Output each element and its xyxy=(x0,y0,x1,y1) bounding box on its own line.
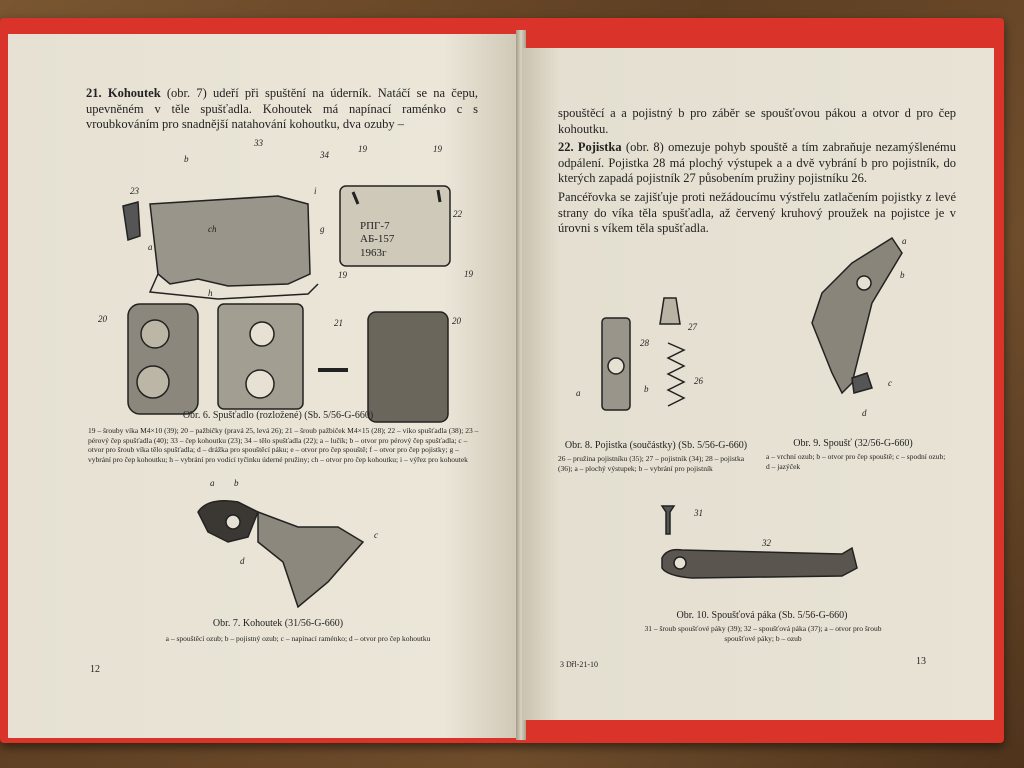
fig7-label-d: d xyxy=(240,556,245,566)
figure-8-safety-drawing xyxy=(552,288,732,428)
stamp-rpg7: РПГ-7 xyxy=(360,220,390,232)
fig9-label-d: d xyxy=(862,408,867,418)
figure-8-legend: 26 – pružina pojistníku (35); 27 – pojistník (34); 28 – pojistka (36); a – plochý výstupek; b – vybrání pro pojistník xyxy=(558,454,745,473)
paragraph-text: (obr. 8) omezuje pohyb spouště a tím zabraňuje nezamýšlenému odpálení. Pojistka 28 má plochý výstupek a a dvě vybrání b pro pojistník, do kterých zapadá pojistník 27 působením pružiny pojistníku 26. xyxy=(558,140,957,185)
label-21: 21 xyxy=(334,318,343,328)
fig8-label-27: 27 xyxy=(688,322,697,332)
stamp-year: 1963г xyxy=(360,247,387,259)
figure-7-hammer-drawing xyxy=(188,482,408,622)
fig9-label-b: b xyxy=(900,270,905,280)
fig9-label-c: c xyxy=(888,378,892,388)
figure-6-caption: Obr. 6. Spušťadlo (rozložené) (Sb. 5/56-G-660) xyxy=(182,410,374,421)
fig10-label-32: 32 xyxy=(762,538,771,548)
stamp-ab157: АБ-157 xyxy=(360,233,395,245)
figure-6-legend: 19 – šrouby víka M4×10 (39); 20 – pažbičky (pravá 25, levá 26); 21 – šroub pažbiček M4×15 (28); 22 – víko spušťadla (38); 23 – pérový čep spušťadla (40); 33 – čep kohoutku (23); 34 – tělo spušťadla (22); a – lučík; b – otvor pro pérový čep spušťadla; c – otvor pro šroub víka tělo spušťadla; d – drážka pro spouštěcí páku; e – otvor pro čep spouště; f – otvor pro čep pojistky; g – vybrání pro čep kohoutku; h – vybrání pro vodicí tyčinku úderné pružiny; ch – otvor pro čep kohoutku; i – výřez pro kohoutek xyxy=(88,426,479,464)
figure-10-legend: 31 – šroub spoušťové páky (39); 32 – spoušťová páka (37); a – otvor pro šroub spoušťové páky; b – ozub xyxy=(644,624,882,643)
label-ch: ch xyxy=(208,224,217,234)
page-number-left: 12 xyxy=(90,664,100,675)
label-23: 23 xyxy=(130,186,139,196)
label-b: b xyxy=(184,154,189,164)
figure-10-caption: Obr. 10. Spoušťová páka (Sb. 5/56-G-660) xyxy=(676,610,848,621)
paragraph-22 xyxy=(558,140,956,187)
label-19-b: 19 xyxy=(433,144,442,154)
paragraph-21-continued: spouštěcí a a pojistný b pro záběr se spoušťovou pákou a otvor d pro čep kohoutku. xyxy=(558,106,956,136)
figure-9-caption: Obr. 9. Spoušť (32/56-G-660) xyxy=(793,438,913,449)
paragraph-heading: 22. Pojistka xyxy=(558,140,622,154)
fig7-label-c: c xyxy=(374,530,378,540)
paragraph-21 xyxy=(86,86,478,133)
label-g: g xyxy=(320,224,325,234)
footer-code: 3 Dřl-21-10 xyxy=(560,660,598,669)
fig9-label-a: a xyxy=(902,236,907,246)
fig8-label-28: 28 xyxy=(640,338,649,348)
figure-7-caption: Obr. 7. Kohoutek (31/56-G-660) xyxy=(212,618,344,629)
paragraph-heading: 21. Kohoutek xyxy=(86,86,161,100)
fig8-label-26: 26 xyxy=(694,376,703,386)
label-19-d: 19 xyxy=(464,269,473,279)
label-19-c: 19 xyxy=(338,270,347,280)
fig8-label-b: b xyxy=(644,384,649,394)
fig7-label-a: a xyxy=(210,478,215,488)
paragraph-text: (obr. 7) udeří při spuštění na úderník. Natáčí se na čepu, upevněném v těle spušťadla. Kohoutek má napínací raménko c s vroubkováním pro snadnější natahování kohoutku, dva ozuby – xyxy=(86,86,478,131)
label-22: 22 xyxy=(453,209,462,219)
fig7-label-b: b xyxy=(234,478,239,488)
label-20-b: 20 xyxy=(452,316,461,326)
label-h: h xyxy=(208,288,213,298)
label-34: 34 xyxy=(320,150,329,160)
figure-6-exploded-trigger xyxy=(8,134,520,404)
label-20-a: 20 xyxy=(98,314,107,324)
fig8-label-a: a xyxy=(576,388,581,398)
page-number-right: 13 xyxy=(916,656,926,667)
figure-9-trigger-drawing xyxy=(792,233,952,433)
figure-7-legend: a – spouštěcí ozub; b – pojistný ozub; c – napínací raménko; d – otvor pro čep kohoutku xyxy=(165,634,431,643)
label-19-a: 19 xyxy=(358,144,367,154)
fig10-label-31: 31 xyxy=(694,508,703,518)
figure-8-caption: Obr. 8. Pojistka (součástky) (Sb. 5/56-G-660) xyxy=(564,440,748,451)
label-i: i xyxy=(314,186,317,196)
label-33: 33 xyxy=(254,138,263,148)
figure-9-legend: a – vrchní ozub; b – otvor pro čep spouště; c – spodní ozub; d – jazýček xyxy=(766,452,946,471)
label-a: a xyxy=(148,242,153,252)
paragraph-safety: Pancéřovka se zajišťuje proti nežádoucímu výstřelu zatlačením pojistky z levé strany do víka těla spušťadla, až červený kruhový proužek na pojistce je v úrovni s víkem těla spušťadla. xyxy=(558,190,956,235)
left-page xyxy=(8,34,520,738)
right-page xyxy=(522,48,994,720)
